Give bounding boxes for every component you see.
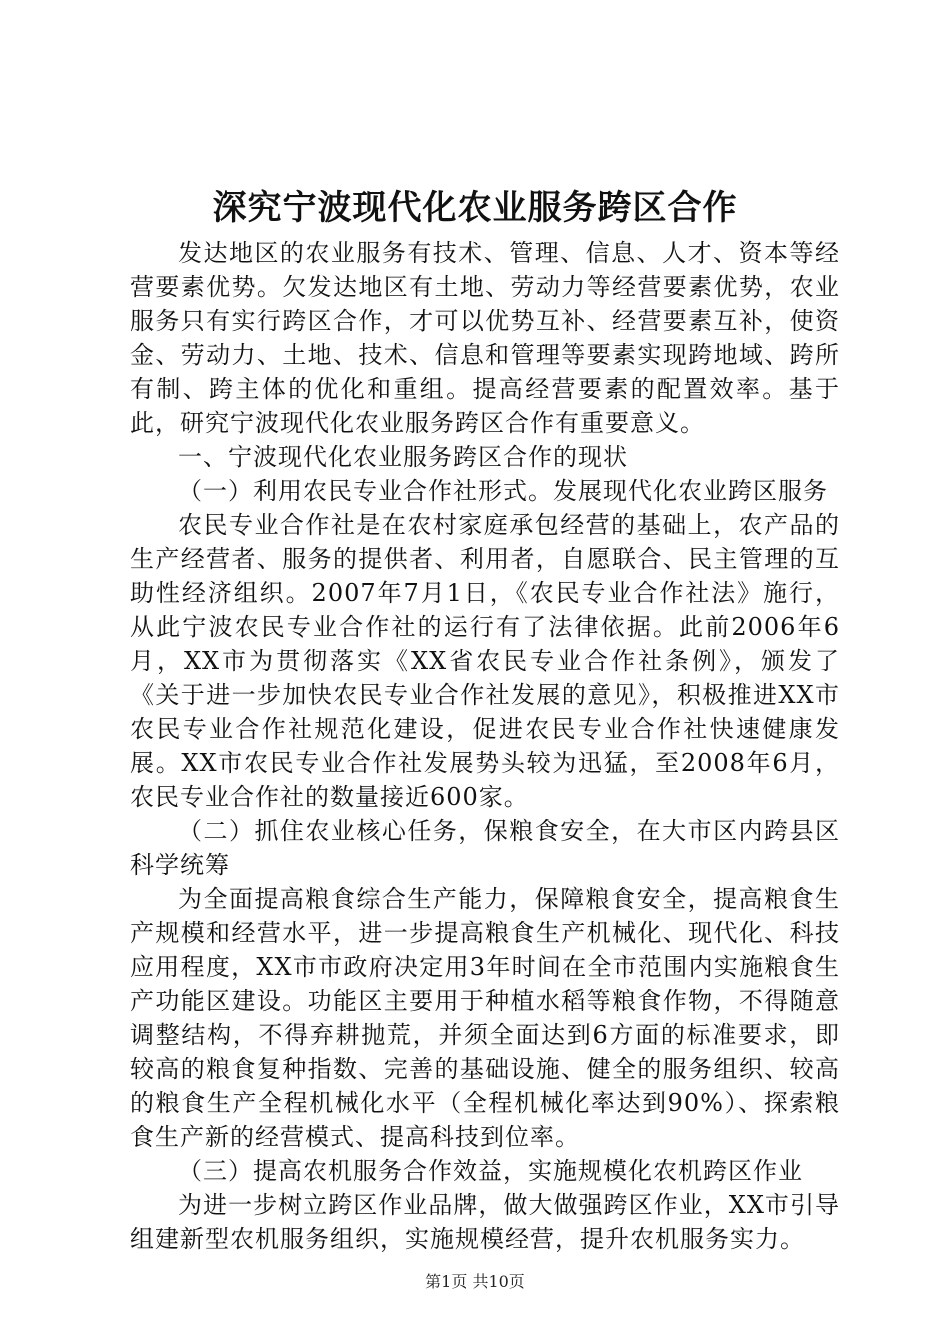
paragraph-intro: 发达地区的农业服务有技术、管理、信息、人才、资本等经营要素优势。欠发达地区有土地、劳动力等经营要素优势，农业服务只有实行跨区合作，才可以优势互补、经营要素互补，使资金、劳动力、土地、技术、信息和管理等要素实现跨地域、跨所有制、跨主体的优化和重组。提高经营要素的配置效率。基于此，研究宁波现代化农业服务跨区合作有重要意义。 bbox=[130, 239, 840, 437]
paragraph-grain-security: 为全面提高粮食综合生产能力，保障粮食安全，提高粮食生产规模和经营水平，进一步提高粮食生产机械化、现代化、科技应用程度，XX市市政府决定用3年时间在全市范围内实施粮食生产功能区建设。功能区主要用于种植水稻等粮食作物，不得随意调整结构，不得弃耕抛荒，并须全面达到6方面的标准要求，即较高的粮食复种指数、完善的基础设施、健全的服务组织、较高的粮食生产全程机械化水平（全程机械化率达到90%）、探索粮食生产新的经营模式、提高科技到位率。 bbox=[130, 885, 840, 1151]
section-heading-1: 一、宁波现代化农业服务跨区合作的现状 bbox=[178, 443, 628, 471]
paragraph-machinery: 为进一步树立跨区作业品牌，做大做强跨区作业，XX市引导组建新型农机服务组织，实施规模经营，提升农机服务实力。 bbox=[130, 1191, 840, 1253]
paragraph-cooperatives: 农民专业合作社是在农村家庭承包经营的基础上，农产品的生产经营者、服务的提供者、利用者，自愿联合、民主管理的互助性经济组织。2007年7月1日，《农民专业合作社法》施行，从此宁波农民专业合作社的运行有了法律依据。此前2006年6月，XX市为贯彻落实《XX省农民专业合作社条例》，颁发了《关于进一步加快农民专业合作社发展的意见》，积极推进XX市农民专业合作社规范化建设，促进农民专业合作社快速健康发展。XX市农民专业合作社发展势头较为迅猛，至2008年6月，农民专业合作社的数量接近600家。 bbox=[130, 511, 840, 811]
subsection-heading-3: （三）提高农机服务合作效益，实施规模化农机跨区作业 bbox=[178, 1157, 803, 1185]
subsection-heading-1: （一）利用农民专业合作社形式。发展现代化农业跨区服务 bbox=[178, 477, 828, 505]
document-title: 深究宁波现代化农业服务跨区合作 bbox=[212, 188, 738, 228]
document-body bbox=[130, 236, 840, 1256]
subsection-heading-2: （二）抓住农业核心任务，保粮食安全，在大市区内跨县区科学统筹 bbox=[130, 817, 840, 879]
page-footer: 第1页 共10页 bbox=[425, 1272, 525, 1291]
